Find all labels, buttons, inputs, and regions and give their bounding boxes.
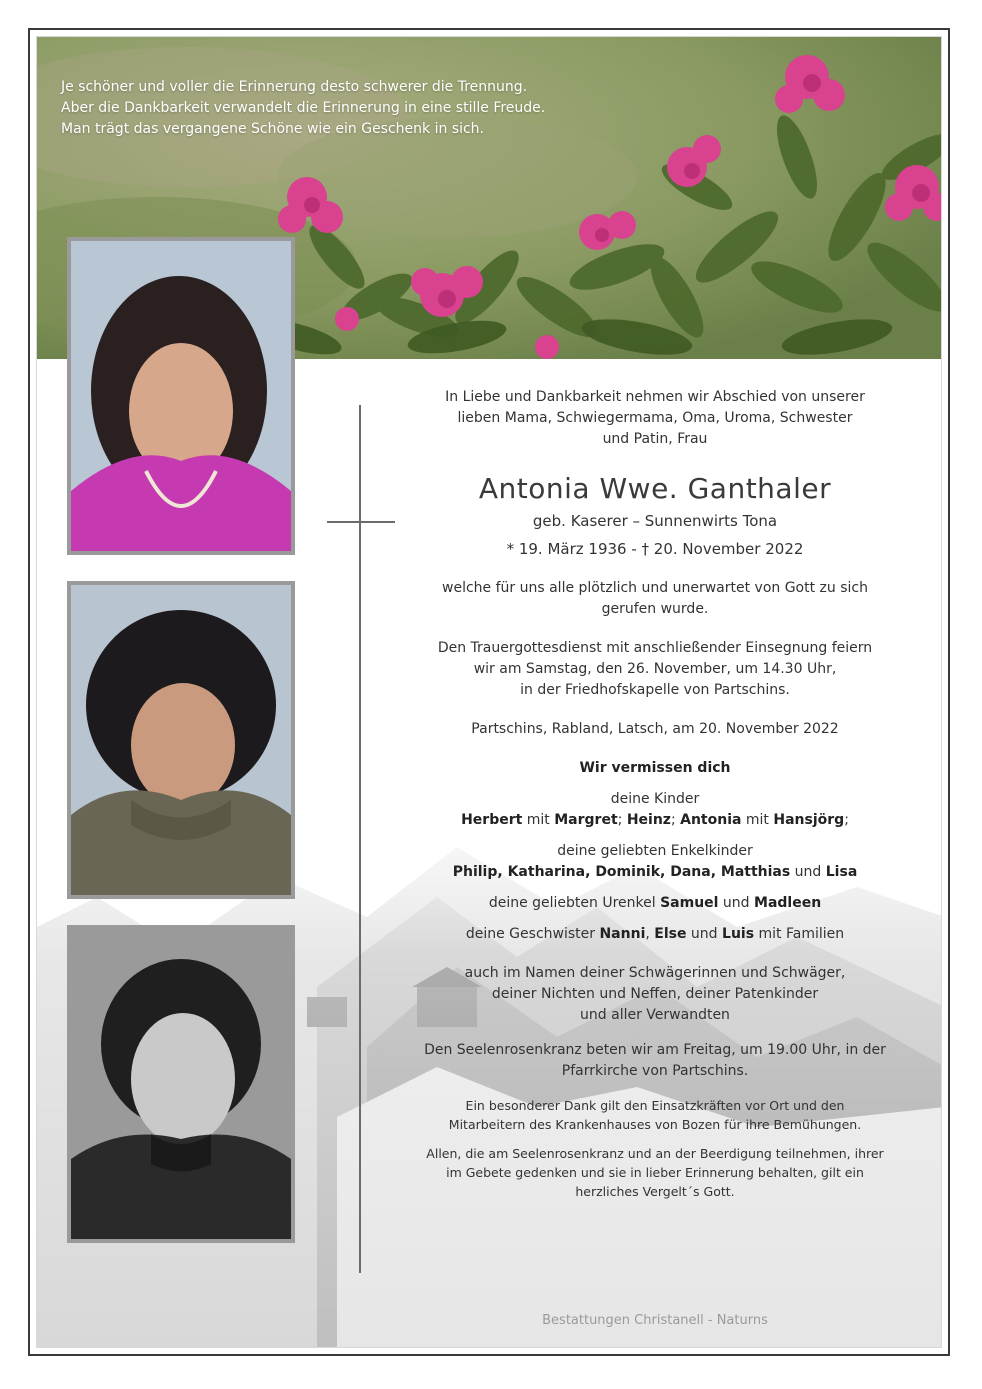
- separator-text: ,: [645, 926, 655, 942]
- great-grandchildren-label: deine geliebten Urenkel: [488, 895, 661, 911]
- sibling-name: Else: [654, 926, 687, 942]
- also-line: auch im Namen deiner Schwägerinnen und Schwäger,: [464, 965, 846, 981]
- child-name: Antonia: [680, 812, 742, 828]
- rosary-line: Pfarrkirche von Partschins.: [561, 1063, 749, 1079]
- death-text: [397, 578, 913, 620]
- also-line: und aller Verwandten: [580, 1007, 730, 1023]
- child-name: Hansjörg: [773, 812, 845, 828]
- separator-text: ,: [497, 864, 508, 880]
- separator-text: ;: [617, 812, 627, 828]
- great-grandchild-name: Samuel: [660, 895, 719, 911]
- children-label: deine Kinder: [610, 791, 700, 807]
- grandchild-name: Dominik: [595, 864, 661, 880]
- quote-line: Man trägt das vergangene Schöne wie ein Geschenk in sich.: [61, 121, 485, 137]
- children-names: [397, 810, 913, 831]
- grandchild-name: Katharina: [507, 864, 586, 880]
- separator-text: ;: [670, 812, 681, 828]
- sibling-name: Nanni: [599, 926, 646, 942]
- portrait-photo-3: [67, 925, 295, 1243]
- parte-card: [36, 36, 942, 1348]
- mourners-heading: [397, 758, 913, 779]
- thanks-text: [397, 1096, 913, 1134]
- siblings-suffix: mit Familien: [754, 926, 845, 942]
- connector-text: und: [718, 895, 755, 911]
- cross-vertical-bar: [359, 405, 361, 1273]
- separator-text: ,: [660, 864, 671, 880]
- connector-text: und: [686, 926, 723, 942]
- connector-text: mit: [522, 812, 555, 828]
- deceased-name: Antonia Wwe. Ganthaler: [478, 472, 832, 505]
- intro-line: lieben Mama, Schwiegermama, Oma, Uroma, Schwester: [457, 410, 853, 426]
- header-quote: [61, 77, 621, 140]
- service-line: Den Trauergottesdienst mit anschließender Einsegnung feiern: [437, 640, 873, 656]
- grandchildren-label: deine geliebten Enkelkinder: [557, 843, 753, 859]
- quote-line: Aber die Dankbarkeit verwandelt die Erinnerung in eine stille Freude.: [61, 100, 546, 116]
- parte-frame: [28, 28, 950, 1356]
- connector-text: und: [790, 864, 826, 880]
- death-text-line: gerufen wurde.: [601, 601, 709, 617]
- grandchild-name: Philip: [452, 864, 498, 880]
- grandchild-name: Lisa: [825, 864, 858, 880]
- service-line: in der Friedhofskapelle von Partschins.: [520, 682, 790, 698]
- also-line: deiner Nichten und Neffen, deiner Patenkinder: [491, 986, 819, 1002]
- rosary-line: Den Seelenrosenkranz beten wir am Freitag, um 19.00 Uhr, in der: [424, 1042, 886, 1058]
- connector-text: mit: [741, 812, 774, 828]
- grandchildren-names: [397, 862, 913, 883]
- great-grandchild-name: Madleen: [754, 895, 822, 911]
- birth-name: geb. Kaserer – Sunnenwirts Tona: [532, 512, 778, 530]
- mourners-heading-text: Wir vermissen dich: [579, 760, 731, 776]
- thanks-line: Mitarbeitern des Krankenhauses von Bozen für ihre Bemühungen.: [448, 1117, 862, 1132]
- rosary-text: [397, 1040, 913, 1082]
- child-name: Margret: [554, 812, 618, 828]
- cross-horizontal-bar: [327, 521, 395, 523]
- portrait-photo-2: [67, 581, 295, 899]
- child-name: Herbert: [461, 812, 523, 828]
- service-text: [397, 638, 913, 701]
- intro-text: [397, 387, 913, 450]
- intro-line: In Liebe und Dankbarkeit nehmen wir Abschied von unserer: [445, 389, 865, 405]
- also-in-name-of: [397, 963, 913, 1026]
- thanks-all-line: herzliches Vergelt´s Gott.: [575, 1184, 735, 1199]
- obituary-text: [397, 387, 913, 1201]
- siblings: [397, 924, 913, 945]
- sibling-name: Luis: [722, 926, 755, 942]
- death-text-line: welche für uns alle plötzlich und unerwartet von Gott zu sich: [442, 580, 868, 596]
- grandchild-name: Matthias: [720, 864, 791, 880]
- service-line: wir am Samstag, den 26. November, um 14.30 Uhr,: [473, 661, 837, 677]
- separator-text: ;: [844, 812, 849, 828]
- thanks-all-text: [397, 1144, 913, 1201]
- great-grandchildren: [397, 893, 913, 914]
- thanks-line: Ein besonderer Dank gilt den Einsatzkräften vor Ort und den: [465, 1098, 845, 1113]
- life-dates: * 19. März 1936 - † 20. November 2022: [506, 540, 804, 558]
- portrait-photo-1: [67, 237, 295, 555]
- child-name: Heinz: [626, 812, 671, 828]
- place-date: Partschins, Rabland, Latsch, am 20. November 2022: [471, 721, 839, 737]
- quote-line: Je schöner und voller die Erinnerung desto schwerer die Trennung.: [61, 79, 528, 95]
- intro-line: und Patin, Frau: [602, 431, 708, 447]
- funeral-home-footer: Bestattungen Christanell - Naturns: [542, 1313, 768, 1328]
- separator-text: ,: [585, 864, 596, 880]
- siblings-label: deine Geschwister: [465, 926, 600, 942]
- grandchild-name: Dana: [670, 864, 711, 880]
- separator-text: ,: [710, 864, 721, 880]
- thanks-all-line: Allen, die am Seelenrosenkranz und an der Beerdigung teilnehmen, ihrer: [426, 1146, 884, 1161]
- thanks-all-line: im Gebete gedenken und sie in lieber Erinnerung behalten, gilt ein: [446, 1165, 864, 1180]
